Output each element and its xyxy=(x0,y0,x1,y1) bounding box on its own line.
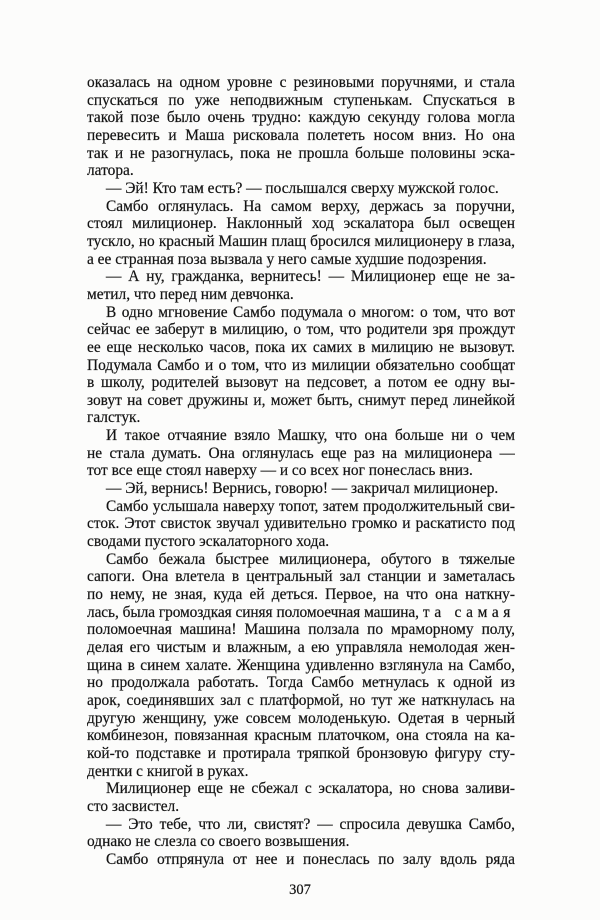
text-line: тот все еще стоял наверху — и со всех ног понеслась вниз. xyxy=(87,462,473,480)
text-line: оказалась на одном уровне с резиновыми поручнями, и стала xyxy=(87,74,515,91)
text-body xyxy=(87,74,515,869)
text-line: делая его чистым и влажным, а ею управляла немолодая жен- xyxy=(87,639,515,656)
text-line: латора. xyxy=(87,162,134,180)
paragraph xyxy=(87,268,515,303)
emphasized-text: та самая xyxy=(422,603,515,621)
text-line: так и не разогнулась, пока не прошла больше половины эска- xyxy=(87,144,515,162)
text-line: сток. Этот свисток звучал удивительно громко и раскатисто под xyxy=(87,515,515,533)
text-line xyxy=(87,604,515,622)
text-line: Подумала Самбо и о том, что из милиции обязательно сообщат xyxy=(87,356,515,374)
paragraph xyxy=(87,551,515,781)
paragraph xyxy=(87,780,515,815)
text-segment: лась, была громоздкая синяя поломоечная машина, xyxy=(87,603,423,621)
text-line: перевесить и Маша рисковала полететь носом вниз. Но она xyxy=(87,126,515,144)
text-line: комбинезон, повязанная красным платочком, она стояла на ка- xyxy=(87,727,515,745)
paragraph xyxy=(87,427,515,480)
text-line: стоял милиционер. Наклонный ход эскалатора был освещен xyxy=(87,215,515,233)
text-line: спускаться по уже неподвижным ступенькам. Спускаться в xyxy=(87,91,515,109)
text-line: такой позе было очень трудно: каждую секунду голова могла xyxy=(87,109,515,127)
text-line: Самбо оглянулась. На самом верху, держась за поручни, xyxy=(106,197,515,215)
text-line: дентки с книгой в руках. xyxy=(87,762,249,780)
text-line: Самбо отпрянула от нее и понеслась по залу вдоль ряда xyxy=(106,850,515,868)
text-line: щина в синем халате. Женщина удивленно взглянула на Самбо, xyxy=(87,656,515,674)
text-line: арок, соединявших зал с платформой, но тут же наткнулась на xyxy=(87,691,515,709)
text-line: сапоги. Она влетела в центральный зал станции и заметалась xyxy=(87,568,515,586)
text-line: — А ну, гражданка, вернитесь! — Милиционер еще не за- xyxy=(106,268,515,286)
text-line: в школу, родителей вызовут на педсовет, а потом ее одну вы- xyxy=(87,374,515,392)
page-number: 307 xyxy=(289,882,311,898)
text-line: Самбо услышала наверху топот, затем продолжительный сви- xyxy=(106,497,515,515)
text-line: метил, что перед ним девчонка. xyxy=(87,285,294,303)
paragraph xyxy=(87,74,515,180)
text-line: ее еще несколько часов, пока их самих в милицию не вызовут. xyxy=(87,338,515,356)
paragraph xyxy=(87,851,515,869)
text-line: — Эй, вернись! Вернись, говорю! — закричал милиционер. xyxy=(106,480,499,498)
paragraph xyxy=(87,816,515,851)
text-line: сейчас ее заберут в милицию, о том, что родители зря прождут xyxy=(87,321,515,339)
text-line: не стала думать. Она оглянулась еще раз на милиционера — xyxy=(87,444,515,462)
text-line: но продолжала работать. Тогда Самбо метнулась к одной из xyxy=(87,674,515,692)
text-line: зовут на совет дружины и, может быть, снимут перед линейкой xyxy=(87,391,515,409)
text-line: Милиционер еще не сбежал с эскалатора, но снова заливи- xyxy=(106,780,515,798)
text-line: сто засвистел. xyxy=(87,797,180,815)
text-line: Самбо бежала быстрее милиционера, обутого в тяжелые xyxy=(106,550,515,568)
text-line: тускло, но красный Машин плащ бросился милиционеру в глаза, xyxy=(87,232,515,250)
text-line: — Это тебе, что ли, свистят? — спросила девушка Самбо, xyxy=(106,815,515,833)
paragraph xyxy=(87,480,515,498)
text-line: однако не слезла со своего возвышения. xyxy=(87,833,350,851)
paragraph xyxy=(87,498,515,551)
text-line: И такое отчаяние взяло Машку, что она больше ни о чем xyxy=(106,427,515,445)
text-line: поломоечная машина! Машина ползала по мраморному полу, xyxy=(87,621,515,639)
text-line: В одно мгновение Самбо подумала о многом: о том, что вот xyxy=(106,303,515,321)
paragraph xyxy=(87,198,515,269)
paragraph xyxy=(87,304,515,428)
paragraph xyxy=(87,180,515,198)
text-line: сводами пустого эскалаторного хода. xyxy=(87,533,330,551)
text-line: а ее странная поза вызвала у него самые худшие подозрения. xyxy=(87,250,487,268)
text-line: другую женщину, уже совсем молоденькую. Одетая в черный xyxy=(87,709,515,727)
text-line: — Эй! Кто там есть? — послышался сверху мужской голос. xyxy=(106,179,499,197)
text-line: кой-то подставке и протирала тряпкой бронзовую фигуру сту- xyxy=(87,744,515,762)
text-line: галстук. xyxy=(87,409,141,427)
text-line: по нему, не зная, куда ей деться. Первое, на что она наткну- xyxy=(87,586,515,604)
